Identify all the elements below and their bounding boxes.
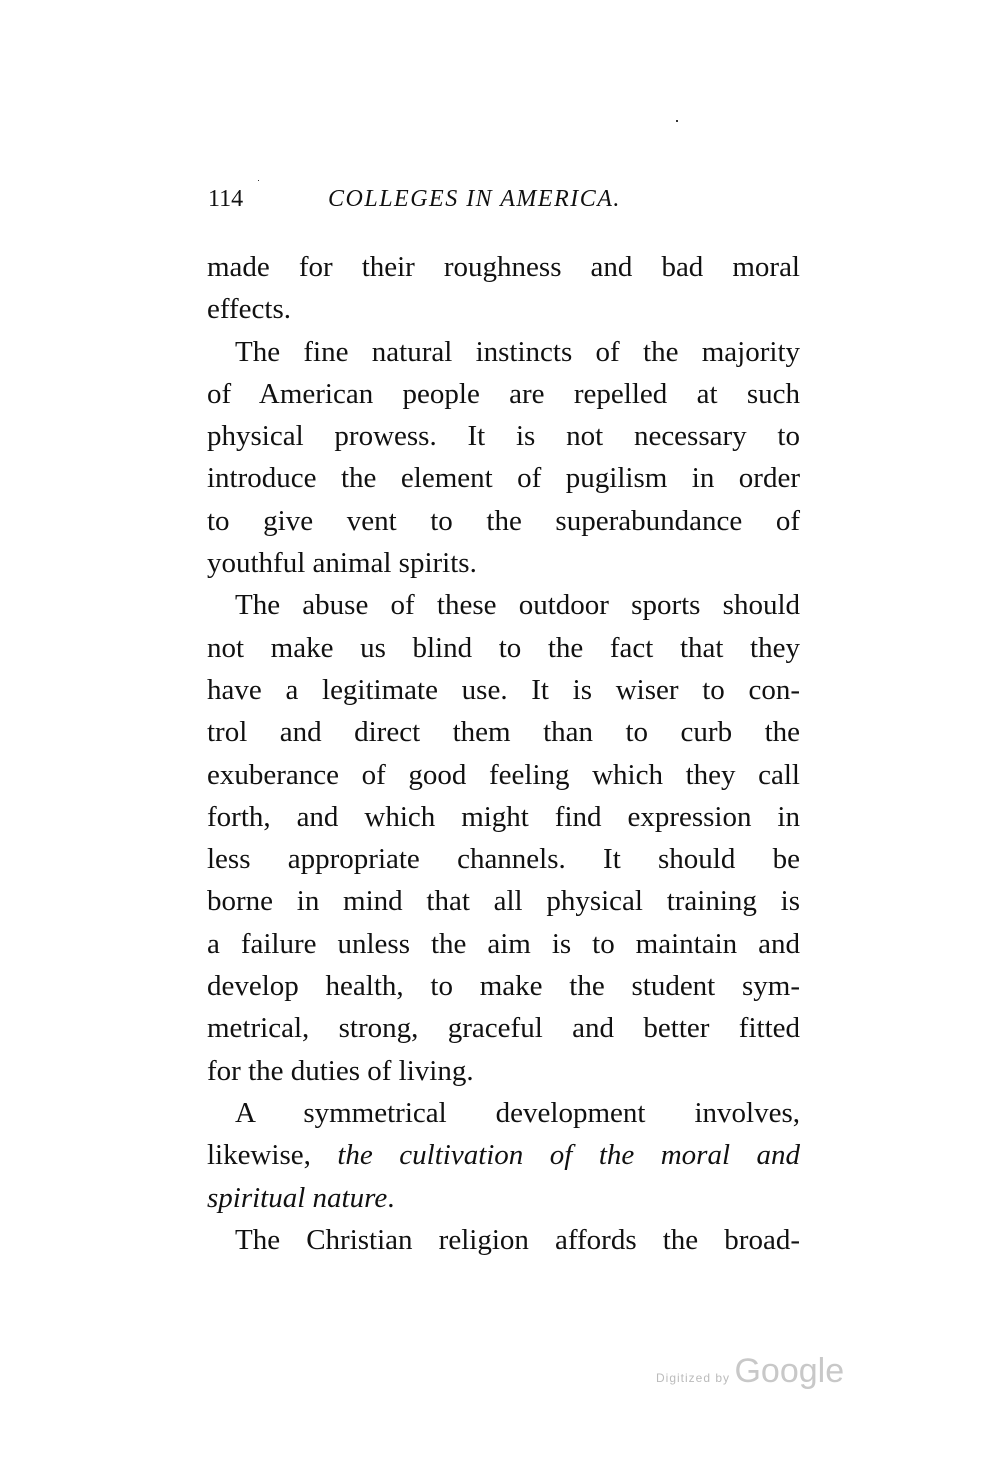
text-segment: The fine natural instincts of the majority	[235, 335, 800, 368]
paragraph	[207, 331, 800, 585]
text-segment: less appropriate channels. It should be	[207, 843, 800, 876]
text-line	[207, 246, 800, 288]
scan-speck	[258, 180, 259, 181]
text-segment: borne in mind that all physical training is	[207, 885, 800, 918]
text-segment: effects.	[207, 293, 291, 326]
text-line	[207, 880, 800, 922]
text-segment: trol and direct them than to curb the	[207, 716, 800, 749]
italic-text: the cultivation of the moral and	[337, 1139, 800, 1172]
text-segment: have a legitimate use. It is wiser to con-	[207, 673, 800, 706]
text-segment: The Christian religion affords the broad-	[235, 1223, 800, 1256]
text-segment: .	[387, 1181, 395, 1214]
text-line	[207, 627, 800, 669]
text-line	[207, 923, 800, 965]
paragraph	[207, 1219, 800, 1261]
text-line	[207, 415, 800, 457]
text-line	[207, 669, 800, 711]
body-text	[207, 246, 800, 1261]
text-line	[207, 457, 800, 499]
text-line	[207, 711, 800, 753]
text-line	[207, 1134, 800, 1176]
scan-speck	[676, 120, 678, 122]
text-line	[207, 1219, 800, 1261]
text-segment: forth, and which might find expression in	[207, 800, 800, 833]
page-number: 114	[208, 186, 244, 212]
italic-text: spiritual nature	[207, 1181, 388, 1214]
text-segment: metrical, strong, graceful and better fitted	[207, 1012, 800, 1045]
text-segment: to give vent to the superabundance of	[207, 504, 800, 537]
watermark-prefix: Digitized by	[656, 1371, 731, 1385]
text-segment: for the duties of living.	[207, 1054, 474, 1087]
text-segment: likewise,	[207, 1139, 338, 1172]
paragraph	[207, 246, 800, 331]
text-line	[207, 838, 800, 880]
text-line	[207, 373, 800, 415]
text-segment: physical prowess. It is not necessary to	[207, 420, 800, 453]
text-line	[207, 1050, 800, 1092]
paragraph	[207, 1092, 800, 1219]
paragraph	[207, 584, 800, 1092]
text-segment: The abuse of these outdoor sports should	[235, 589, 800, 622]
text-line	[207, 331, 800, 373]
text-segment: A symmetrical development involves,	[235, 1096, 800, 1129]
text-segment: not make us blind to the fact that they	[207, 631, 800, 664]
text-line	[207, 500, 800, 542]
text-segment: a failure unless the aim is to maintain and	[207, 927, 800, 960]
text-line	[207, 965, 800, 1007]
text-segment: introduce the element of pugilism in order	[207, 462, 800, 495]
text-line	[207, 542, 800, 584]
text-line	[207, 288, 800, 330]
watermark	[656, 1352, 844, 1391]
text-line	[207, 584, 800, 626]
text-line	[207, 1177, 800, 1219]
text-line	[207, 1007, 800, 1049]
text-line	[207, 754, 800, 796]
text-line	[207, 796, 800, 838]
text-segment: of American people are repelled at such	[207, 377, 800, 410]
text-segment: exuberance of good feeling which they call	[207, 758, 800, 791]
text-segment: made for their roughness and bad moral	[207, 251, 800, 283]
text-segment: youthful animal spirits.	[207, 547, 477, 580]
text-segment: develop health, to make the student sym-	[207, 970, 800, 1003]
watermark-brand: Google	[734, 1352, 845, 1390]
text-line	[207, 1092, 800, 1134]
running-title: COLLEGES IN AMERICA.	[328, 186, 621, 212]
